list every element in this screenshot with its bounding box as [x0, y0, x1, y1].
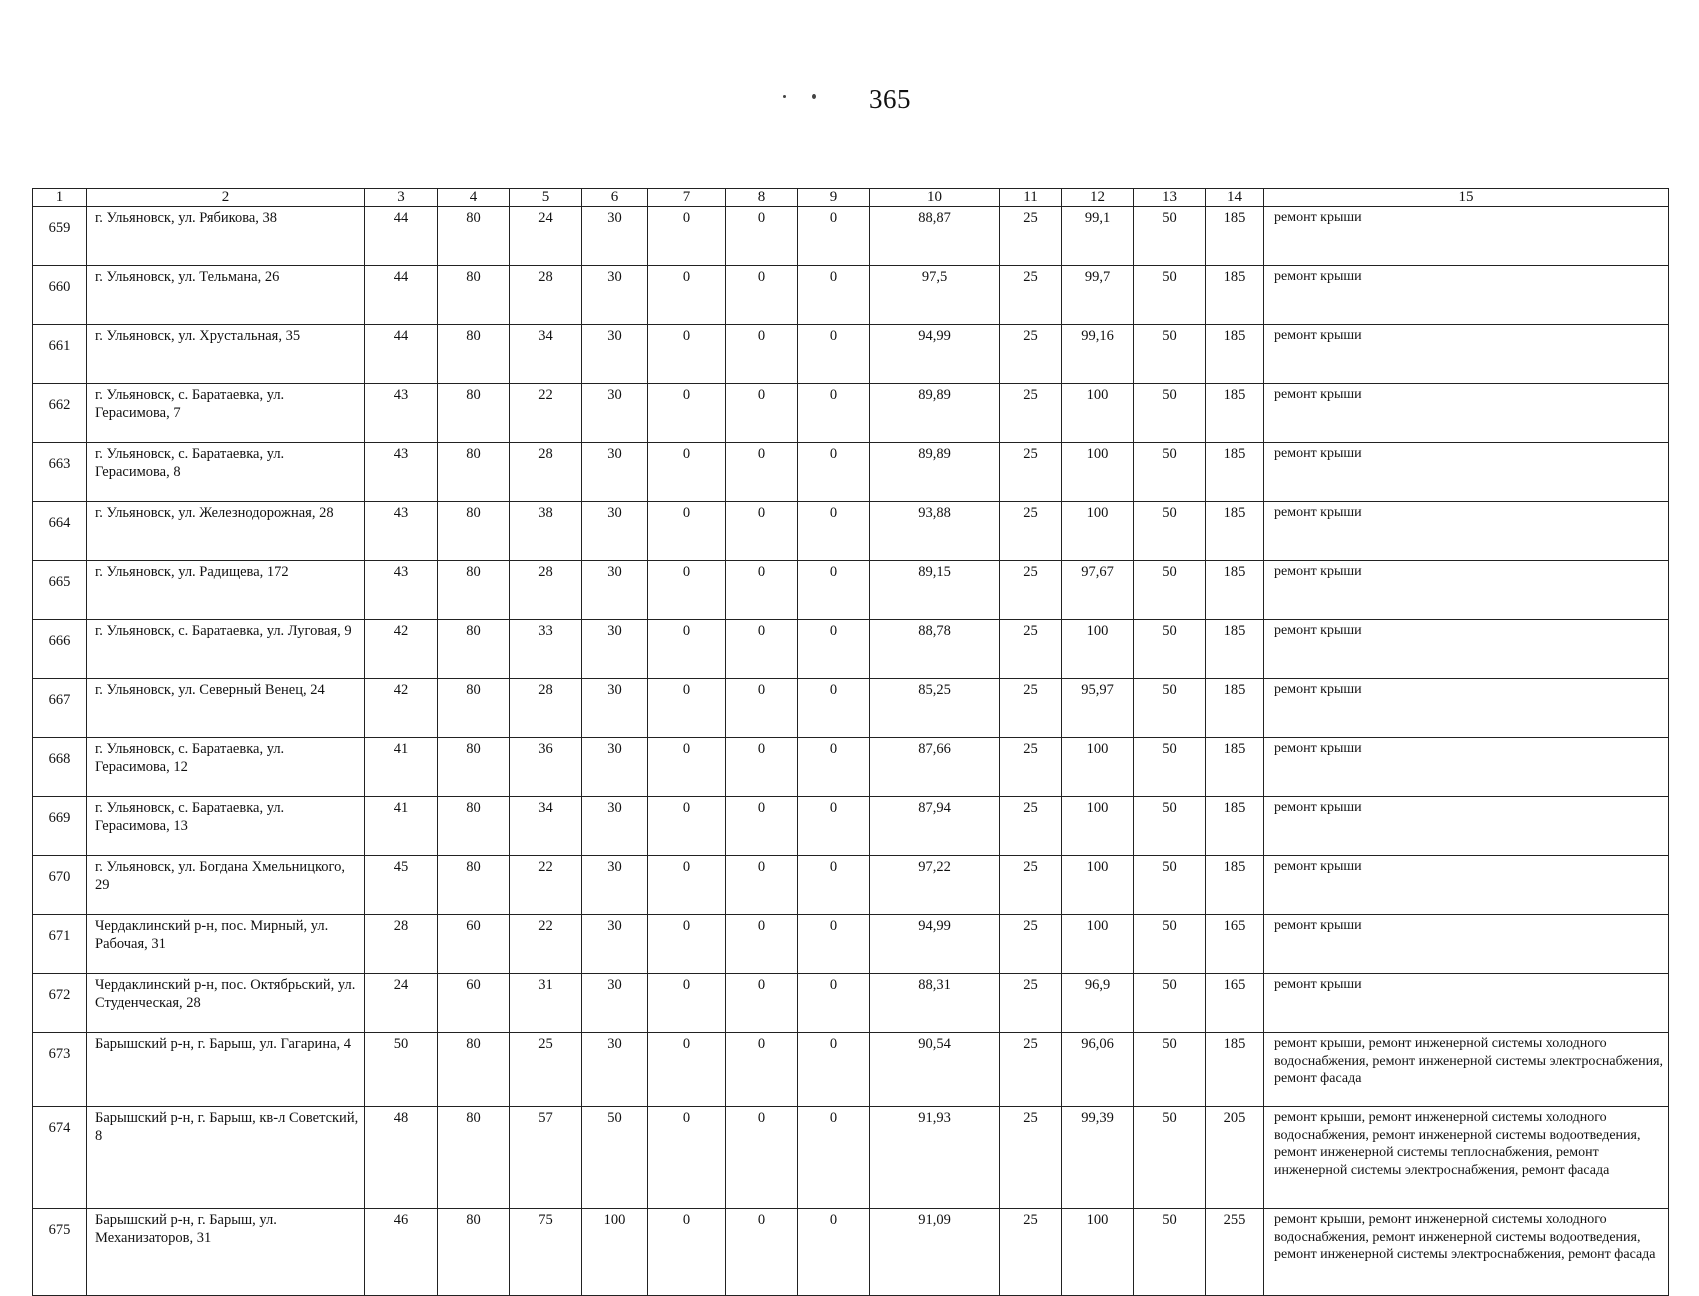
cell-repair-works: ремонт крыши: [1264, 738, 1669, 797]
cell-col-13: 50: [1134, 679, 1206, 738]
cell-col-6: 30: [582, 207, 648, 266]
cell-col-6: 100: [582, 1209, 648, 1296]
cell-col-9: 0: [798, 1107, 870, 1209]
cell-col-8: 0: [726, 915, 798, 974]
cell-col-11: 25: [1000, 679, 1062, 738]
cell-col-8: 0: [726, 502, 798, 561]
cell-col-9: 0: [798, 620, 870, 679]
cell-col-3: 24: [365, 974, 438, 1033]
cell-col-14: 185: [1206, 561, 1264, 620]
cell-col-8: 0: [726, 443, 798, 502]
cell-col-13: 50: [1134, 1107, 1206, 1209]
cell-col-8: 0: [726, 561, 798, 620]
cell-col-8: 0: [726, 620, 798, 679]
cell-col-8: 0: [726, 797, 798, 856]
cell-col-13: 50: [1134, 384, 1206, 443]
cell-col-6: 30: [582, 384, 648, 443]
cell-repair-works: ремонт крыши, ремонт инженерной системы холодного водоснабжения, ремонт инженерной системы водоотведения, ремонт инженерной системы электроснабжения, ремонт фасада: [1264, 1209, 1669, 1296]
cell-col-11: 25: [1000, 207, 1062, 266]
cell-col-5: 22: [510, 856, 582, 915]
column-header-4: 4: [438, 189, 510, 207]
cell-col-3: 45: [365, 856, 438, 915]
cell-col-11: 25: [1000, 561, 1062, 620]
cell-col-11: 25: [1000, 443, 1062, 502]
cell-col-14: 185: [1206, 738, 1264, 797]
cell-col-10: 93,88: [870, 502, 1000, 561]
cell-col-9: 0: [798, 1033, 870, 1107]
cell-col-7: 0: [648, 1209, 726, 1296]
cell-col-14: 255: [1206, 1209, 1264, 1296]
cell-col-11: 25: [1000, 266, 1062, 325]
table-row: [33, 974, 1669, 1033]
cell-repair-works: ремонт крыши, ремонт инженерной системы холодного водоснабжения, ремонт инженерной системы водоотведения, ремонт инженерной системы теплоснабжения, ремонт инженерной системы электроснабжения, ремонт фасада: [1264, 1107, 1669, 1209]
column-number-row: [33, 189, 1669, 207]
cell-col-10: 88,78: [870, 620, 1000, 679]
cell-col-4: 80: [438, 620, 510, 679]
cell-address: г. Ульяновск, с. Баратаевка, ул. Герасимова, 7: [87, 384, 365, 443]
cell-col-8: 0: [726, 266, 798, 325]
cell-col-5: 75: [510, 1209, 582, 1296]
cell-col-11: 25: [1000, 1033, 1062, 1107]
cell-col-11: 25: [1000, 325, 1062, 384]
cell-address: г. Ульяновск, ул. Железнодорожная, 28: [87, 502, 365, 561]
cell-col-5: 22: [510, 915, 582, 974]
cell-col-6: 30: [582, 738, 648, 797]
cell-col-11: 25: [1000, 797, 1062, 856]
cell-col-3: 41: [365, 738, 438, 797]
cell-col-13: 50: [1134, 856, 1206, 915]
cell-col-11: 25: [1000, 620, 1062, 679]
cell-col-10: 94,99: [870, 325, 1000, 384]
cell-col-3: 42: [365, 620, 438, 679]
cell-col-12: 100: [1062, 384, 1134, 443]
column-header-7: 7: [648, 189, 726, 207]
cell-col-7: 0: [648, 738, 726, 797]
cell-address: г. Ульяновск, ул. Тельмана, 26: [87, 266, 365, 325]
cell-col-13: 50: [1134, 797, 1206, 856]
cell-col-9: 0: [798, 266, 870, 325]
cell-col-11: 25: [1000, 974, 1062, 1033]
table-row: [33, 620, 1669, 679]
cell-row-number: 660: [33, 266, 87, 325]
table-row: [33, 266, 1669, 325]
cell-col-13: 50: [1134, 1209, 1206, 1296]
cell-row-number: 666: [33, 620, 87, 679]
column-header-8: 8: [726, 189, 798, 207]
cell-col-4: 80: [438, 1033, 510, 1107]
cell-col-14: 165: [1206, 915, 1264, 974]
cell-col-14: 185: [1206, 207, 1264, 266]
cell-col-11: 25: [1000, 1209, 1062, 1296]
cell-col-10: 88,87: [870, 207, 1000, 266]
cell-col-7: 0: [648, 502, 726, 561]
cell-col-11: 25: [1000, 856, 1062, 915]
cell-col-5: 31: [510, 974, 582, 1033]
cell-col-4: 80: [438, 1209, 510, 1296]
cell-row-number: 661: [33, 325, 87, 384]
cell-col-13: 50: [1134, 915, 1206, 974]
cell-col-6: 30: [582, 974, 648, 1033]
cell-row-number: 667: [33, 679, 87, 738]
cell-col-14: 185: [1206, 797, 1264, 856]
cell-row-number: 669: [33, 797, 87, 856]
cell-col-13: 50: [1134, 325, 1206, 384]
cell-col-14: 185: [1206, 502, 1264, 561]
column-header-10: 10: [870, 189, 1000, 207]
cell-col-10: 89,89: [870, 384, 1000, 443]
cell-col-7: 0: [648, 1107, 726, 1209]
cell-col-7: 0: [648, 620, 726, 679]
cell-col-4: 80: [438, 797, 510, 856]
cell-col-8: 0: [726, 207, 798, 266]
column-header-9: 9: [798, 189, 870, 207]
table-row: [33, 384, 1669, 443]
cell-address: г. Ульяновск, ул. Радищева, 172: [87, 561, 365, 620]
cell-col-5: 34: [510, 797, 582, 856]
table-row: [33, 856, 1669, 915]
table-row: [33, 443, 1669, 502]
cell-row-number: 668: [33, 738, 87, 797]
cell-col-3: 50: [365, 1033, 438, 1107]
column-header-13: 13: [1134, 189, 1206, 207]
table-row: [33, 915, 1669, 974]
cell-col-8: 0: [726, 1209, 798, 1296]
cell-col-9: 0: [798, 502, 870, 561]
cell-col-3: 43: [365, 443, 438, 502]
table-row: [33, 1107, 1669, 1209]
cell-col-3: 43: [365, 502, 438, 561]
cell-col-12: 100: [1062, 502, 1134, 561]
cell-col-3: 44: [365, 266, 438, 325]
cell-repair-works: ремонт крыши, ремонт инженерной системы холодного водоснабжения, ремонт инженерной системы электроснабжения, ремонт фасада: [1264, 1033, 1669, 1107]
cell-repair-works: ремонт крыши: [1264, 443, 1669, 502]
cell-col-13: 50: [1134, 561, 1206, 620]
cell-col-12: 99,39: [1062, 1107, 1134, 1209]
cell-col-14: 185: [1206, 856, 1264, 915]
cell-col-7: 0: [648, 679, 726, 738]
cell-col-8: 0: [726, 325, 798, 384]
cell-col-6: 30: [582, 620, 648, 679]
cell-col-8: 0: [726, 1107, 798, 1209]
cell-col-13: 50: [1134, 738, 1206, 797]
cell-col-4: 80: [438, 738, 510, 797]
cell-col-8: 0: [726, 738, 798, 797]
cell-col-9: 0: [798, 561, 870, 620]
cell-col-3: 43: [365, 561, 438, 620]
cell-address: г. Ульяновск, ул. Хрустальная, 35: [87, 325, 365, 384]
cell-col-5: 25: [510, 1033, 582, 1107]
cell-col-4: 80: [438, 502, 510, 561]
cell-col-9: 0: [798, 384, 870, 443]
column-header-12: 12: [1062, 189, 1134, 207]
cell-col-4: 80: [438, 207, 510, 266]
cell-col-6: 30: [582, 502, 648, 561]
column-header-15: 15: [1264, 189, 1669, 207]
cell-col-6: 50: [582, 1107, 648, 1209]
cell-col-6: 30: [582, 856, 648, 915]
cell-col-13: 50: [1134, 266, 1206, 325]
cell-col-9: 0: [798, 738, 870, 797]
cell-col-7: 0: [648, 1033, 726, 1107]
cell-col-12: 95,97: [1062, 679, 1134, 738]
table-row: [33, 325, 1669, 384]
page-number: 365: [869, 84, 911, 114]
cell-repair-works: ремонт крыши: [1264, 974, 1669, 1033]
cell-col-10: 97,5: [870, 266, 1000, 325]
cell-col-9: 0: [798, 443, 870, 502]
cell-col-13: 50: [1134, 620, 1206, 679]
cell-col-10: 91,09: [870, 1209, 1000, 1296]
column-header-3: 3: [365, 189, 438, 207]
scan-speck: [812, 94, 816, 99]
cell-col-14: 185: [1206, 679, 1264, 738]
cell-col-7: 0: [648, 856, 726, 915]
cell-repair-works: ремонт крыши: [1264, 915, 1669, 974]
cell-col-3: 28: [365, 915, 438, 974]
cell-address: г. Ульяновск, с. Баратаевка, ул. Герасимова, 13: [87, 797, 365, 856]
cell-repair-works: ремонт крыши: [1264, 620, 1669, 679]
cell-row-number: 671: [33, 915, 87, 974]
cell-col-5: 28: [510, 443, 582, 502]
cell-col-5: 28: [510, 266, 582, 325]
cell-address: Чердаклинский р-н, пос. Мирный, ул. Рабочая, 31: [87, 915, 365, 974]
cell-col-14: 185: [1206, 266, 1264, 325]
column-header-6: 6: [582, 189, 648, 207]
cell-address: г. Ульяновск, ул. Рябикова, 38: [87, 207, 365, 266]
cell-col-4: 80: [438, 856, 510, 915]
cell-col-3: 48: [365, 1107, 438, 1209]
cell-col-9: 0: [798, 207, 870, 266]
cell-repair-works: ремонт крыши: [1264, 502, 1669, 561]
cell-col-12: 99,1: [1062, 207, 1134, 266]
cell-col-10: 89,15: [870, 561, 1000, 620]
cell-address: г. Ульяновск, с. Баратаевка, ул. Луговая, 9: [87, 620, 365, 679]
cell-col-9: 0: [798, 1209, 870, 1296]
cell-col-4: 80: [438, 1107, 510, 1209]
cell-col-13: 50: [1134, 974, 1206, 1033]
cell-col-7: 0: [648, 207, 726, 266]
cell-col-7: 0: [648, 915, 726, 974]
cell-row-number: 672: [33, 974, 87, 1033]
cell-col-7: 0: [648, 443, 726, 502]
cell-repair-works: ремонт крыши: [1264, 384, 1669, 443]
cell-col-11: 25: [1000, 915, 1062, 974]
table-row: [33, 561, 1669, 620]
cell-col-6: 30: [582, 325, 648, 384]
cell-col-10: 97,22: [870, 856, 1000, 915]
cell-col-5: 28: [510, 561, 582, 620]
cell-row-number: 675: [33, 1209, 87, 1296]
cell-col-4: 80: [438, 325, 510, 384]
cell-address: г. Ульяновск, с. Баратаевка, ул. Герасимова, 8: [87, 443, 365, 502]
cell-col-7: 0: [648, 384, 726, 443]
cell-col-3: 46: [365, 1209, 438, 1296]
cell-col-12: 100: [1062, 443, 1134, 502]
cell-col-8: 0: [726, 679, 798, 738]
cell-col-9: 0: [798, 974, 870, 1033]
cell-col-3: 43: [365, 384, 438, 443]
cell-col-14: 205: [1206, 1107, 1264, 1209]
cell-col-4: 80: [438, 384, 510, 443]
cell-col-4: 80: [438, 679, 510, 738]
cell-col-3: 44: [365, 325, 438, 384]
cell-col-6: 30: [582, 1033, 648, 1107]
cell-col-11: 25: [1000, 738, 1062, 797]
cell-row-number: 674: [33, 1107, 87, 1209]
table-row: [33, 797, 1669, 856]
column-header-1: 1: [33, 189, 87, 207]
cell-col-12: 97,67: [1062, 561, 1134, 620]
column-header-14: 14: [1206, 189, 1264, 207]
cell-col-5: 24: [510, 207, 582, 266]
cell-col-5: 57: [510, 1107, 582, 1209]
column-header-11: 11: [1000, 189, 1062, 207]
cell-address: Барышский р-н, г. Барыш, кв-л Советский, 8: [87, 1107, 365, 1209]
cell-col-9: 0: [798, 325, 870, 384]
cell-col-10: 91,93: [870, 1107, 1000, 1209]
cell-col-5: 36: [510, 738, 582, 797]
cell-col-12: 96,9: [1062, 974, 1134, 1033]
cell-col-10: 87,66: [870, 738, 1000, 797]
cell-col-10: 88,31: [870, 974, 1000, 1033]
cell-col-14: 185: [1206, 1033, 1264, 1107]
cell-col-9: 0: [798, 797, 870, 856]
cell-col-5: 28: [510, 679, 582, 738]
cell-col-11: 25: [1000, 1107, 1062, 1209]
cell-row-number: 663: [33, 443, 87, 502]
cell-col-14: 185: [1206, 384, 1264, 443]
cell-col-12: 100: [1062, 915, 1134, 974]
cell-col-3: 42: [365, 679, 438, 738]
cell-row-number: 664: [33, 502, 87, 561]
cell-col-13: 50: [1134, 502, 1206, 561]
cell-col-12: 99,16: [1062, 325, 1134, 384]
table-row: [33, 1209, 1669, 1296]
cell-repair-works: ремонт крыши: [1264, 266, 1669, 325]
cell-row-number: 665: [33, 561, 87, 620]
cell-col-4: 80: [438, 443, 510, 502]
cell-col-13: 50: [1134, 207, 1206, 266]
cell-col-6: 30: [582, 443, 648, 502]
cell-col-5: 34: [510, 325, 582, 384]
cell-col-12: 100: [1062, 856, 1134, 915]
cell-col-6: 30: [582, 266, 648, 325]
cell-col-14: 185: [1206, 325, 1264, 384]
cell-row-number: 659: [33, 207, 87, 266]
cell-col-12: 100: [1062, 797, 1134, 856]
cell-col-10: 94,99: [870, 915, 1000, 974]
cell-col-9: 0: [798, 915, 870, 974]
cell-col-11: 25: [1000, 384, 1062, 443]
cell-col-6: 30: [582, 679, 648, 738]
cell-col-11: 25: [1000, 502, 1062, 561]
housing-repair-table: [32, 188, 1669, 1296]
cell-col-5: 33: [510, 620, 582, 679]
table-body: [33, 207, 1669, 1296]
cell-col-8: 0: [726, 974, 798, 1033]
cell-col-3: 44: [365, 207, 438, 266]
cell-col-4: 80: [438, 561, 510, 620]
table-row: [33, 738, 1669, 797]
cell-col-7: 0: [648, 266, 726, 325]
cell-repair-works: ремонт крыши: [1264, 679, 1669, 738]
cell-repair-works: ремонт крыши: [1264, 797, 1669, 856]
scan-speck: [783, 95, 786, 98]
cell-col-12: 100: [1062, 738, 1134, 797]
cell-repair-works: ремонт крыши: [1264, 561, 1669, 620]
cell-col-4: 60: [438, 915, 510, 974]
cell-col-13: 50: [1134, 1033, 1206, 1107]
cell-address: г. Ульяновск, ул. Северный Венец, 24: [87, 679, 365, 738]
cell-row-number: 670: [33, 856, 87, 915]
cell-col-8: 0: [726, 1033, 798, 1107]
cell-address: Барышский р-н, г. Барыш, ул. Гагарина, 4: [87, 1033, 365, 1107]
cell-col-14: 185: [1206, 443, 1264, 502]
cell-col-14: 185: [1206, 620, 1264, 679]
cell-address: Барышский р-н, г. Барыш, ул. Механизаторов, 31: [87, 1209, 365, 1296]
cell-col-4: 60: [438, 974, 510, 1033]
table-row: [33, 1033, 1669, 1107]
cell-col-4: 80: [438, 266, 510, 325]
cell-col-13: 50: [1134, 443, 1206, 502]
column-header-2: 2: [87, 189, 365, 207]
table-row: [33, 679, 1669, 738]
cell-col-12: 100: [1062, 1209, 1134, 1296]
cell-col-8: 0: [726, 384, 798, 443]
cell-row-number: 673: [33, 1033, 87, 1107]
cell-repair-works: ремонт крыши: [1264, 856, 1669, 915]
cell-col-3: 41: [365, 797, 438, 856]
cell-col-9: 0: [798, 856, 870, 915]
cell-col-12: 100: [1062, 620, 1134, 679]
cell-col-6: 30: [582, 915, 648, 974]
cell-col-8: 0: [726, 856, 798, 915]
cell-col-12: 99,7: [1062, 266, 1134, 325]
column-header-5: 5: [510, 189, 582, 207]
cell-row-number: 662: [33, 384, 87, 443]
cell-col-7: 0: [648, 797, 726, 856]
cell-col-6: 30: [582, 797, 648, 856]
cell-col-7: 0: [648, 325, 726, 384]
cell-col-5: 22: [510, 384, 582, 443]
cell-col-10: 89,89: [870, 443, 1000, 502]
cell-col-9: 0: [798, 679, 870, 738]
table-row: [33, 207, 1669, 266]
table-row: [33, 502, 1669, 561]
cell-repair-works: ремонт крыши: [1264, 325, 1669, 384]
table-header: [33, 189, 1669, 207]
cell-address: г. Ульяновск, ул. Богдана Хмельницкого, 29: [87, 856, 365, 915]
cell-address: Чердаклинский р-н, пос. Октябрьский, ул. Студенческая, 28: [87, 974, 365, 1033]
cell-col-12: 96,06: [1062, 1033, 1134, 1107]
cell-col-5: 38: [510, 502, 582, 561]
cell-col-6: 30: [582, 561, 648, 620]
cell-col-10: 87,94: [870, 797, 1000, 856]
cell-repair-works: ремонт крыши: [1264, 207, 1669, 266]
cell-col-7: 0: [648, 561, 726, 620]
cell-col-7: 0: [648, 974, 726, 1033]
cell-address: г. Ульяновск, с. Баратаевка, ул. Герасимова, 12: [87, 738, 365, 797]
cell-col-10: 85,25: [870, 679, 1000, 738]
cell-col-10: 90,54: [870, 1033, 1000, 1107]
cell-col-14: 165: [1206, 974, 1264, 1033]
